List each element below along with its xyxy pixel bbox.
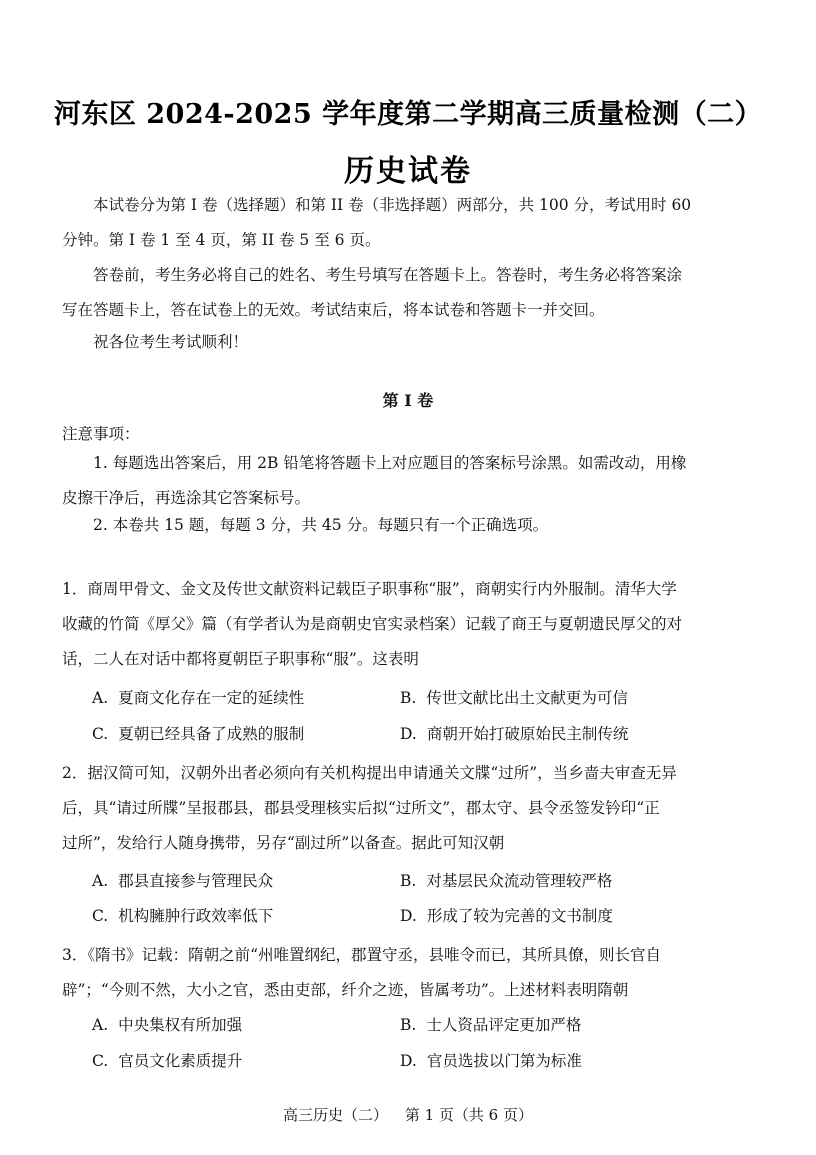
section-heading: 第 I 卷 [382,391,434,410]
intro-paragraph-2 [62,258,762,328]
notice-2-text: 2. 本卷共 15 题，每题 3 分，共 45 分。每题只有一个正确选项。 [93,516,549,534]
question-2-line-2: 后，具“请过所牒”呈报郡县，郡县受理核实后拟“过所文”，郡太守、县令丞签发钤印“正 [62,799,660,817]
option-text: 士人资品评定更加严格 [426,1016,582,1034]
footer-page-number: 第 1 页（共 6 页） [404,1106,533,1124]
question-3-line-1: 3．《隋书》记载：隋朝之前“州唯置纲纪，郡置守丞，县唯令而已，其所具僚，则长官自 [62,946,662,964]
option-text: 机构臃肿行政效率低下 [118,907,274,925]
question-3-option-d[interactable] [400,1047,582,1075]
question-2-option-c[interactable] [92,902,273,930]
option-text: 传世文献比出土文献更为可信 [426,689,628,707]
notice-1-line2: 皮擦干净后，再选涂其它答案标号。 [62,489,311,507]
notice-title: 注意事项： [62,425,140,443]
notice-1-line1: 1. 每题选出答案后，用 2B 铅笔将答题卡上对应题目的答案标号涂黑。如需改动，用橡 [93,454,687,472]
question-3-stem [62,938,780,1008]
question-3-option-c[interactable] [92,1047,242,1075]
question-1-line-1: 1．商周甲骨文、金文及传世文献资料记载臣子职事称“服”，商朝实行内外服制。清华大学 [62,580,677,598]
question-2-option-a[interactable] [92,867,273,895]
option-text: 夏商文化存在一定的延续性 [118,689,305,707]
option-letter: B. [400,1016,417,1034]
option-text: 官员文化素质提升 [118,1052,243,1070]
question-1-line-2: 收藏的竹简《厚父》篇（有学者认为是商朝史官实录档案）记载了商王与夏朝遗民厚父的对 [62,615,683,633]
option-letter: C. [92,725,109,743]
question-2-stem [62,756,780,861]
question-3-option-a[interactable] [92,1011,242,1039]
question-3-option-b[interactable] [400,1011,581,1039]
option-letter: D. [400,1052,417,1070]
intro-paragraph-1 [62,188,762,258]
option-text: 形成了较为完善的文书制度 [426,907,613,925]
exam-title: 河东区 2024-2025 学年度第二学期高三质量检测（二） [53,99,763,130]
option-letter: B. [400,872,417,890]
intro-p2-line1: 答卷前，考生务必将自己的姓名、考生号填写在答题卡上。答卷时，考生务必将答案涂 [93,266,683,284]
question-1-line-3: 话，二人在对话中都将夏朝臣子职事称“服”。这表明 [62,650,419,668]
option-letter: A. [92,872,109,890]
option-letter: A. [92,1016,109,1034]
exam-subtitle: 历史试卷 [344,154,472,189]
intro-p1-line2: 分钟。第 I 卷 1 至 4 页，第 II 卷 5 至 6 页。 [62,231,381,249]
intro-p1-line1: 本试卷分为第 I 卷（选择题）和第 II 卷（非选择题）两部分，共 100 分，考试用时 60 [93,196,692,214]
question-1-stem [62,572,780,677]
question-1-option-a[interactable] [92,684,304,712]
option-text: 商朝开始打破原始民主制传统 [426,725,629,743]
question-1-option-b[interactable] [400,684,628,712]
page-footer [0,1104,816,1125]
option-letter: D. [400,907,417,925]
question-2-option-d[interactable] [400,902,613,930]
option-text: 对基层民众流动管理较严格 [426,872,613,890]
option-letter: D. [400,725,417,743]
question-2-option-b[interactable] [400,867,612,895]
option-letter: B. [400,689,417,707]
intro-p2-line2: 写在答题卡上，答在试卷上的无效。考试结束后，将本试卷和答题卡一并交回。 [62,301,605,319]
option-text: 郡县直接参与管理民众 [118,872,274,890]
notice-item-2 [62,508,782,543]
intro-paragraph-3 [62,325,762,360]
footer-subject: 高三历史（二） [283,1106,389,1124]
option-text: 官员选拔以门第为标准 [426,1052,582,1070]
notice-item-1 [62,446,782,516]
question-2-line-3: 过所”，发给行人随身携带，另存“副过所”以备查。据此可知汉朝 [62,834,505,852]
option-text: 中央集权有所加强 [118,1016,243,1034]
option-letter: A. [92,689,109,707]
option-letter: C. [92,907,109,925]
intro-p3: 祝各位考生考试顺利！ [93,333,249,351]
question-1-option-c[interactable] [92,720,304,748]
question-2-line-1: 2．据汉简可知，汉朝外出者必须向有关机构提出申请通关文牒“过所”，当乡啬夫审查无异 [62,764,677,782]
option-letter: C. [92,1052,109,1070]
question-3-line-2: 辟”；“今则不然，大小之官，悉由吏部，纤介之迹，皆属考功”。上述材料表明隋朝 [62,981,629,999]
question-1-option-d[interactable] [400,720,628,748]
option-text: 夏朝已经具备了成熟的服制 [118,725,305,743]
